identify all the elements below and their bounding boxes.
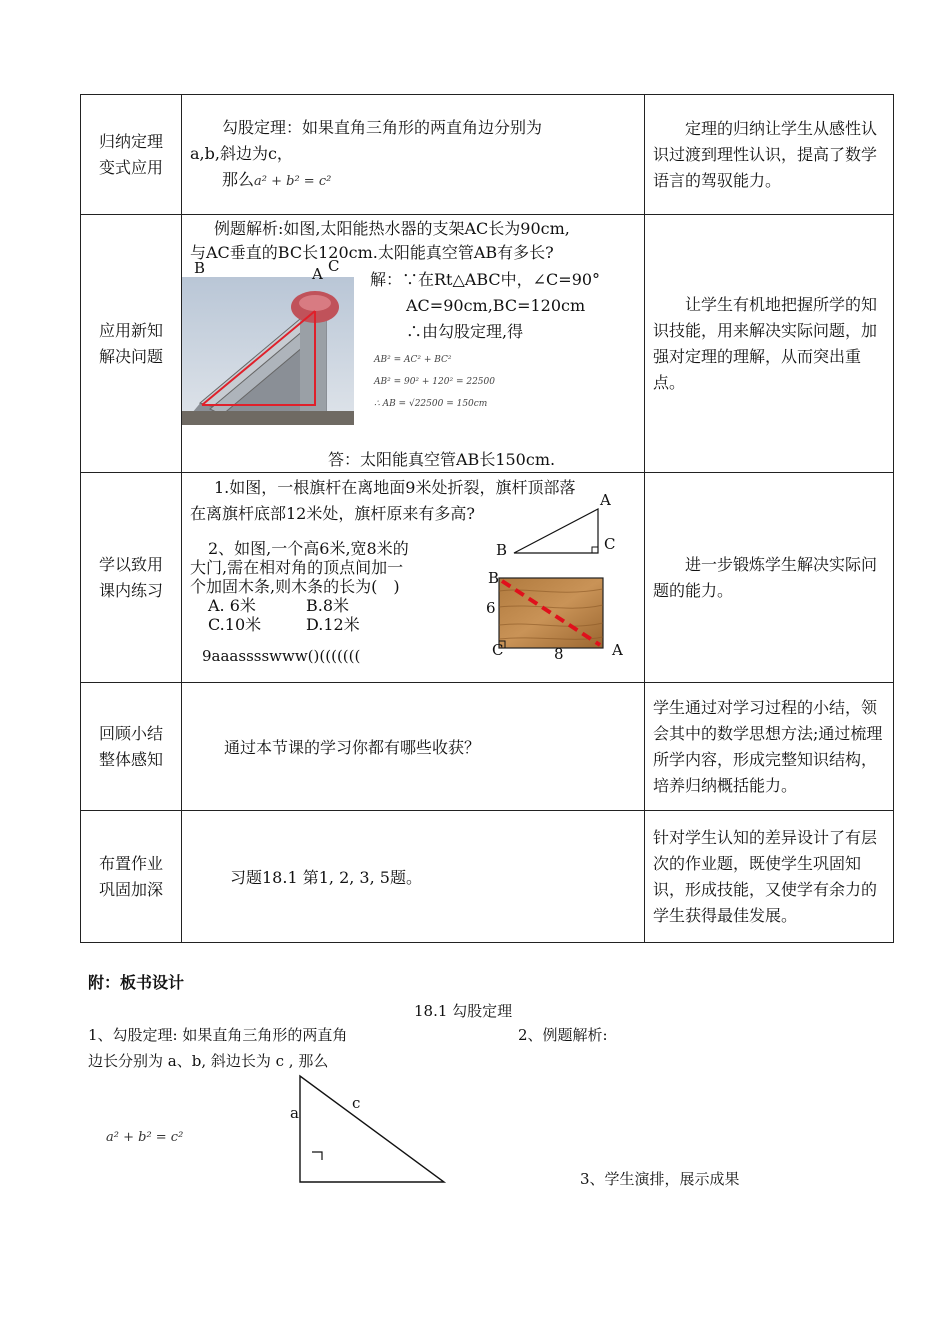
theorem-line-2: a,b,斜边为c，	[190, 143, 293, 163]
summary-question: 通过本节课的学习你都有哪些收获？	[224, 738, 481, 757]
stage-cell	[81, 473, 182, 683]
photo-label-a: A	[312, 265, 323, 283]
board-title: 18.1 勾股定理	[414, 1002, 513, 1020]
door-label-b: B	[488, 569, 500, 587]
tri-label-c: C	[604, 535, 616, 553]
flagpole-triangle	[512, 507, 602, 557]
solution-line-1: 解：∵在Rt△ABC中，∠C=90°	[370, 270, 601, 289]
tri-label-a: A	[600, 491, 611, 509]
purpose-text: 针对学生认知的差异设计了有层次的作业题，既使学生巩固知识，形成技能，又使学有余力的学生获得最佳发展。	[653, 827, 878, 925]
table-row	[81, 473, 894, 683]
example-line-1: 例题解析:如图,太阳能热水器的支架AC长为90cm,	[214, 219, 570, 238]
content-cell	[182, 215, 645, 473]
calc-line-2: AB² = 90² + 120² = 22500	[374, 377, 495, 387]
purpose-text: 进一步锻炼学生解决实际问题的能力。	[653, 554, 878, 600]
content-cell	[182, 95, 645, 215]
table-row	[81, 811, 894, 943]
q2-line-2: 大门,需在相对角的顶点间加一	[190, 558, 404, 577]
content-cell	[182, 683, 645, 811]
option-b: B.8米	[306, 596, 350, 615]
board-item-3: 3、学生演排，展示成果	[580, 1170, 740, 1188]
stage-label: 布置作业 巩固加深	[98, 853, 163, 899]
photo-label-c: C	[328, 257, 340, 275]
door-label-a: A	[612, 641, 623, 659]
purpose-cell	[645, 473, 894, 683]
board-tri-label-c: c	[352, 1094, 361, 1112]
door-label-6: 6	[486, 599, 496, 617]
table-row	[81, 683, 894, 811]
board-item-1-line-1: 1、勾股定理: 如果直角三角形的两直角	[88, 1026, 348, 1044]
content-cell	[182, 473, 645, 683]
option-c: C.10米	[208, 615, 262, 634]
tri-label-b: B	[496, 541, 508, 559]
q1-line-1: 1.如图，一根旗杆在离地面9米处折裂，旗杆顶部落	[214, 478, 576, 497]
purpose-text: 让学生有机地把握所学的知识技能，用来解决实际问题，加强对定理的理解，从而突出重点。	[653, 294, 878, 392]
table-row	[81, 95, 894, 215]
door-diagram	[498, 577, 604, 649]
solar-heater-photo	[182, 277, 354, 425]
option-a: A. 6米	[208, 596, 256, 615]
example-line-2: 与AC垂直的BC长120cm.太阳能真空管AB有多长?	[190, 243, 554, 262]
board-item-2: 2、例题解析:	[518, 1026, 608, 1044]
solution-line-2: AC=90cm,BC=120cm	[406, 296, 586, 315]
option-d: D.12米	[306, 615, 360, 634]
calc-line-1: AB² = AC² + BC²	[374, 355, 452, 365]
theorem-formula: a² + b² = c²	[254, 173, 332, 189]
stage-label: 学以致用 课内练习	[98, 554, 163, 600]
stage-cell	[81, 811, 182, 943]
stage-label: 归纳定理 变式应用	[98, 131, 163, 177]
theorem-line-3: 那么	[222, 169, 255, 189]
lesson-plan-table	[80, 94, 894, 943]
stage-label: 应用新知 解决问题	[98, 320, 163, 366]
homework-text: 习题18.1 第1, 2, 3, 5题。	[230, 868, 422, 887]
door-label-8: 8	[554, 645, 564, 663]
solution-line-3: ∴由勾股定理,得	[406, 322, 524, 341]
q2-line-3: 个加固木条,则木条的长为( )	[190, 577, 400, 596]
board-item-1-line-2: 边长分别为 a、b, 斜边长为 c , 那么	[88, 1052, 329, 1070]
q1-line-2: 在离旗杆底部12米处，旗杆原来有多高?	[190, 504, 475, 523]
stage-cell	[81, 95, 182, 215]
door-label-c: C	[492, 641, 504, 659]
photo-label-b: B	[194, 259, 206, 277]
theorem-line-1: 勾股定理：如果直角三角形的两直角边分别为	[222, 117, 543, 137]
purpose-text: 学生通过对学习过程的小结，领会其中的数学思想方法;通过梳理所学内容，形成完整知识结构，培养归纳概括能力。	[653, 697, 883, 795]
table-row	[81, 215, 894, 473]
content-cell	[182, 811, 645, 943]
q2-line-1: 2、如图,一个高6米,宽8米的	[208, 539, 409, 558]
board-triangle	[296, 1072, 448, 1186]
stage-cell	[81, 215, 182, 473]
answer-text: 答：太阳能真空管AB长150cm.	[328, 450, 556, 469]
stray-text: 9aaasssswww()(((((((	[202, 647, 361, 665]
purpose-text: 定理的归纳让学生从感性认识过渡到理性认识，提高了数学语言的驾驭能力。	[653, 118, 878, 190]
board-heading: 附：板书设计	[88, 973, 185, 992]
calc-line-3: ∴ AB = √22500 = 150cm	[374, 399, 488, 409]
board-tri-label-a: a	[290, 1104, 299, 1122]
board-formula: a² + b² = c²	[106, 1130, 184, 1145]
purpose-cell	[645, 683, 894, 811]
stage-label: 回顾小结 整体感知	[98, 723, 163, 769]
stage-cell	[81, 683, 182, 811]
purpose-cell	[645, 215, 894, 473]
purpose-cell	[645, 811, 894, 943]
purpose-cell	[645, 95, 894, 215]
